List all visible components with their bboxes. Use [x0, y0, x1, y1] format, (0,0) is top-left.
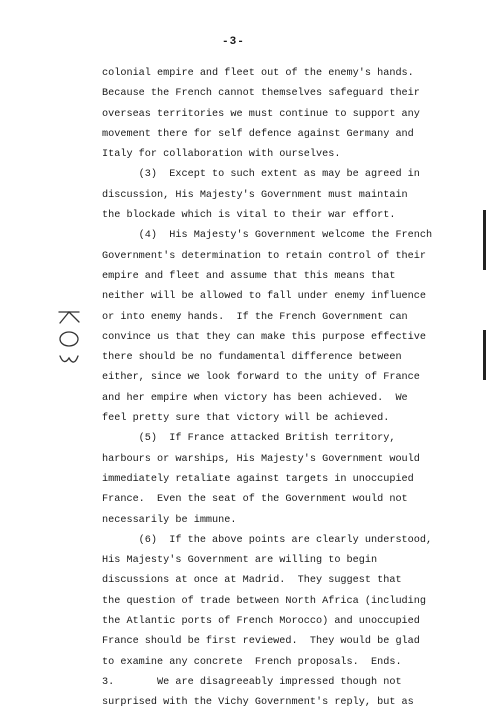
text-line: colonial empire and fleet out of the enemy's hands.: [102, 68, 414, 79]
text-line: Because the French cannot themselves safeguard their: [102, 88, 420, 100]
text-line: the question of trade between North Africa (including: [102, 595, 427, 607]
text-line: 3. We are disagreeably impressed though not: [102, 676, 402, 688]
text-line: France. Even the seat of the Government would not: [102, 494, 408, 506]
text-line: overseas territories we must continue to support any: [102, 108, 420, 120]
text-line: empire and fleet and assume that this means that: [102, 270, 396, 282]
text-line: discussions at once at Madrid. They suggest that: [102, 575, 402, 587]
text-line: feel pretty sure that victory will be achieved.: [102, 413, 390, 425]
text-line: Italy for collaboration with ourselves.: [102, 149, 341, 161]
scan-edge-mark-lower: [483, 330, 486, 380]
text-line: convince us that they can make this purpose effective: [102, 331, 427, 343]
text-line: His Majesty's Government are willing to begin: [102, 555, 378, 567]
text-line: neither will be allowed to fall under enemy influence: [102, 291, 427, 303]
text-line: (4) His Majesty's Government welcome the French: [102, 230, 433, 242]
body-text: [102, 64, 482, 714]
text-line: discussion, His Majesty's Government must maintain: [102, 189, 408, 201]
text-line: France should be first reviewed. They would be glad: [102, 636, 420, 648]
text-line: the Atlantic ports of French Morocco) and unoccupied: [102, 616, 420, 628]
text-line: movement there for self defence against Germany and: [102, 128, 414, 140]
text-line: Government's determination to retain control of their: [102, 250, 427, 262]
text-line: (6) If the above points are clearly understood,: [102, 534, 433, 546]
text-line: surprised with the Vichy Government's reply, but as: [102, 697, 414, 709]
text-line: the blockade which is vital to their war effort.: [102, 210, 396, 222]
text-line: (5) If France attacked British territory,: [102, 433, 396, 445]
scan-edge-mark-upper: [483, 210, 486, 270]
text-line: (3) Except to such extent as may be agreed in: [102, 169, 420, 181]
text-line: harbours or warships, His Majesty's Government would: [102, 453, 420, 465]
text-line: either, since we look forward to the unity of France: [102, 372, 420, 384]
text-line: immediately retaliate against targets in unoccupied: [102, 473, 414, 485]
text-line: and her empire when victory has been achieved. We: [102, 392, 408, 404]
text-line: necessarily be immune.: [102, 514, 237, 526]
text-line: there should be no fundamental difference between: [102, 352, 402, 364]
text-line: to examine any concrete French proposals. Ends.: [102, 656, 402, 668]
page-number: -3-: [222, 36, 245, 48]
handwritten-annotation-k03: [56, 304, 82, 374]
text-line: or into enemy hands. If the French Government can: [102, 311, 408, 323]
